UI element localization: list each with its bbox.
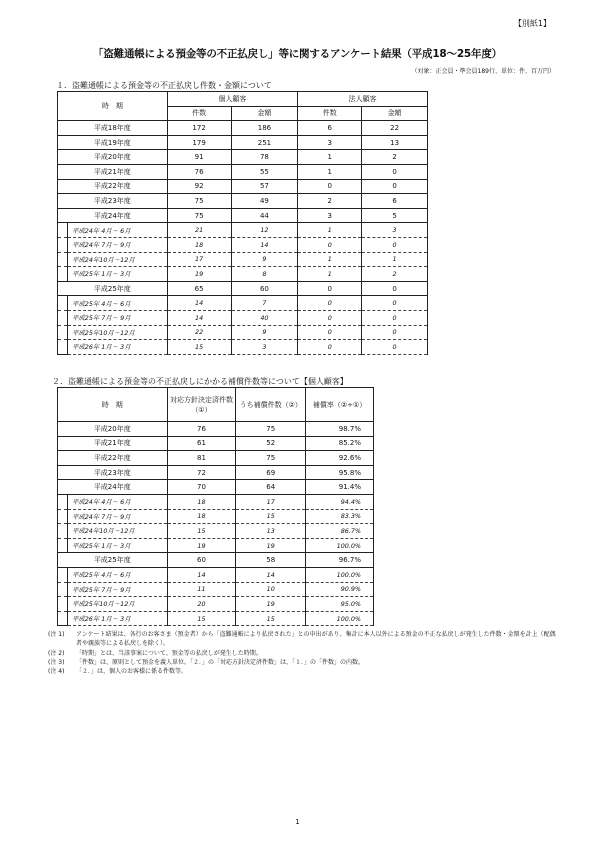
value-cell: 2: [362, 267, 428, 282]
period-cell: 平成25年度: [58, 281, 168, 296]
table-row: [58, 194, 428, 209]
table-row: [58, 451, 374, 466]
indent-cell: [58, 223, 68, 238]
value-cell: 0: [298, 325, 362, 340]
footnote: [48, 667, 558, 676]
value-cell: 22: [167, 325, 231, 340]
fraud-cases-table: [57, 91, 428, 355]
corporate-header: 法人顧客: [298, 92, 428, 107]
table-row: [58, 553, 374, 568]
footnote-key: (注 3): [48, 658, 65, 666]
value-cell: 72: [167, 465, 236, 480]
value-cell: 13: [236, 524, 306, 539]
table-row: [58, 150, 428, 165]
value-cell: 91.4%: [306, 480, 374, 495]
footnote-text: 「件数」は、原則として預金を義人単位。「２．」の「対応方針決定済件数」は、「１．」の「件数」の内数。: [76, 658, 365, 666]
quarter-row: [58, 252, 428, 267]
indent-cell: [58, 538, 68, 553]
compensation-body: [58, 422, 374, 626]
period-cell: 平成23年度: [58, 465, 168, 480]
value-cell: 17: [167, 252, 231, 267]
decided-header: 対応方針決定済件数（①）: [167, 388, 236, 422]
value-cell: 0: [362, 325, 428, 340]
value-cell: 52: [236, 436, 306, 451]
table-row: [58, 121, 428, 136]
value-cell: 17: [236, 494, 306, 509]
footnote-key: (注 1): [48, 631, 65, 638]
footnote: [48, 658, 558, 667]
value-cell: 3: [362, 223, 428, 238]
table-row: [58, 422, 374, 437]
value-cell: 49: [231, 194, 298, 209]
page-number: 1: [295, 818, 300, 826]
value-cell: 15: [236, 611, 306, 626]
indent-cell: [58, 494, 68, 509]
value-cell: 21: [167, 223, 231, 238]
value-cell: 19: [167, 267, 231, 282]
indent-cell: [58, 237, 68, 252]
value-cell: 1: [298, 223, 362, 238]
value-cell: 90.9%: [306, 582, 374, 597]
footnote-key: (注 2): [48, 649, 65, 657]
fraud-cases-body: [58, 121, 428, 355]
quarter-label: 平成26年 1月〜 3月: [67, 611, 167, 626]
period-header: 時 期: [58, 92, 168, 121]
value-cell: 65: [167, 281, 231, 296]
value-cell: 1: [298, 252, 362, 267]
footnote: [48, 649, 558, 658]
period-cell: 平成21年度: [58, 436, 168, 451]
period-cell: 平成25年度: [58, 553, 168, 568]
value-cell: 13: [362, 135, 428, 150]
table-row: [58, 480, 374, 495]
quarter-label: 平成24年 7月〜 9月: [67, 237, 167, 252]
value-cell: 3: [231, 340, 298, 355]
period-cell: 平成20年度: [58, 422, 168, 437]
value-cell: 0: [362, 296, 428, 311]
value-cell: 0: [298, 281, 362, 296]
footnote-text: 「時期」とは、当該事案について、預金等の払戻しが発生した時期。: [76, 649, 262, 657]
value-cell: 186: [231, 121, 298, 136]
value-cell: 78: [231, 150, 298, 165]
value-cell: 61: [167, 436, 236, 451]
value-cell: 18: [167, 494, 236, 509]
quarter-label: 平成25年 4月〜 6月: [67, 567, 167, 582]
page-title: 「盗難通帳による預金等の不正払戻し」等に関するアンケート結果（平成18〜25年度）: [93, 48, 502, 60]
quarter-row: [58, 237, 428, 252]
value-cell: 92: [167, 179, 231, 194]
value-cell: 9: [231, 325, 298, 340]
scope-note: （対象：正会員・準会員189行、単位：件、百万円）: [411, 68, 555, 75]
value-cell: 75: [236, 422, 306, 437]
value-cell: 70: [167, 480, 236, 495]
value-cell: 64: [236, 480, 306, 495]
value-cell: 6: [298, 121, 362, 136]
value-cell: 0: [298, 310, 362, 325]
quarter-label: 平成24年 7月〜 9月: [67, 509, 167, 524]
value-cell: 0: [362, 179, 428, 194]
value-cell: 20: [167, 597, 236, 612]
table-row: [58, 135, 428, 150]
value-cell: 0: [362, 281, 428, 296]
quarter-row: [58, 340, 428, 355]
quarter-label: 平成24年 4月〜 6月: [67, 494, 167, 509]
period-cell: 平成22年度: [58, 179, 168, 194]
rate-header: 補償率（②÷①）: [306, 388, 374, 422]
value-cell: 9: [231, 252, 298, 267]
compensated-header: うち補償件数（②）: [236, 388, 306, 422]
value-cell: 19: [167, 538, 236, 553]
quarter-label: 平成25年 7月〜 9月: [67, 582, 167, 597]
value-cell: 60: [167, 553, 236, 568]
quarter-label: 平成25年 1月〜 3月: [67, 267, 167, 282]
value-cell: 100.0%: [306, 538, 374, 553]
section2-heading: ２．盗難通帳による預金等の不正払戻しにかかる補償件数等について【個人顧客】: [52, 377, 348, 386]
value-cell: 14: [167, 296, 231, 311]
value-cell: 76: [167, 164, 231, 179]
footnotes: [48, 630, 558, 676]
value-cell: 81: [167, 451, 236, 466]
value-cell: 100.0%: [306, 567, 374, 582]
individual-header: 個人顧客: [167, 92, 298, 107]
value-cell: 91: [167, 150, 231, 165]
value-cell: 69: [236, 465, 306, 480]
value-cell: 57: [231, 179, 298, 194]
value-cell: 0: [298, 296, 362, 311]
value-cell: 251: [231, 135, 298, 150]
indent-cell: [58, 296, 68, 311]
corporate-count-header: 件数: [298, 106, 362, 121]
individual-amount-header: 金額: [231, 106, 298, 121]
value-cell: 92.6%: [306, 451, 374, 466]
value-cell: 100.0%: [306, 611, 374, 626]
quarter-label: 平成25年10月〜12月: [67, 325, 167, 340]
value-cell: 2: [362, 150, 428, 165]
footnote-text: 「２．」は、個人のお客様に係る件数等。: [76, 668, 188, 676]
value-cell: 2: [298, 194, 362, 209]
footnote-text: アンケート結果は、各行のお客さま（預金者）から「盗難通帳により払戻された」との申出があり、集計に本人以外による預金の不正な払戻しが発生した件数・金額を計上（配偶者や親族等による払戻しを除く）。: [76, 631, 556, 648]
value-cell: 0: [362, 340, 428, 355]
indent-cell: [58, 597, 68, 612]
value-cell: 14: [167, 567, 236, 582]
value-cell: 11: [167, 582, 236, 597]
quarter-row: [58, 267, 428, 282]
quarter-row: [58, 310, 428, 325]
value-cell: 40: [231, 310, 298, 325]
quarter-label: 平成26年 1月〜 3月: [67, 340, 167, 355]
indent-cell: [58, 267, 68, 282]
section1-heading: １．盗難通帳による預金等の不正払戻し件数・金額について: [56, 81, 272, 90]
quarter-label: 平成24年10月〜12月: [67, 524, 167, 539]
value-cell: 15: [167, 340, 231, 355]
quarter-row: [58, 325, 428, 340]
table-row: [58, 164, 428, 179]
period-cell: 平成24年度: [58, 480, 168, 495]
quarter-row: [58, 494, 374, 509]
value-cell: 5: [362, 208, 428, 223]
value-cell: 1: [298, 267, 362, 282]
value-cell: 3: [298, 208, 362, 223]
value-cell: 75: [236, 451, 306, 466]
value-cell: 1: [298, 150, 362, 165]
value-cell: 15: [167, 611, 236, 626]
indent-cell: [58, 340, 68, 355]
footnote: [48, 630, 558, 649]
value-cell: 15: [167, 524, 236, 539]
quarter-row: [58, 538, 374, 553]
value-cell: 83.3%: [306, 509, 374, 524]
footnote-key: (注 4): [48, 668, 65, 676]
value-cell: 76: [167, 422, 236, 437]
value-cell: 1: [298, 164, 362, 179]
period-cell: 平成24年度: [58, 208, 168, 223]
value-cell: 18: [167, 237, 231, 252]
value-cell: 58: [236, 553, 306, 568]
value-cell: 14: [231, 237, 298, 252]
value-cell: 0: [362, 237, 428, 252]
value-cell: 19: [236, 538, 306, 553]
value-cell: 96.7%: [306, 553, 374, 568]
table-row: [58, 281, 428, 296]
value-cell: 1: [362, 252, 428, 267]
indent-cell: [58, 509, 68, 524]
quarter-row: [58, 524, 374, 539]
period-header: 時 期: [58, 388, 168, 422]
quarter-row: [58, 582, 374, 597]
table-row: [58, 465, 374, 480]
quarter-label: 平成25年 1月〜 3月: [67, 538, 167, 553]
value-cell: 172: [167, 121, 231, 136]
value-cell: 0: [298, 179, 362, 194]
value-cell: 98.7%: [306, 422, 374, 437]
value-cell: 7: [231, 296, 298, 311]
appendix-tag: 【別紙1】: [513, 19, 551, 28]
indent-cell: [58, 567, 68, 582]
quarter-label: 平成24年 4月〜 6月: [67, 223, 167, 238]
value-cell: 94.4%: [306, 494, 374, 509]
indent-cell: [58, 524, 68, 539]
corporate-amount-header: 金額: [362, 106, 428, 121]
value-cell: 179: [167, 135, 231, 150]
value-cell: 18: [167, 509, 236, 524]
period-cell: 平成21年度: [58, 164, 168, 179]
quarter-row: [58, 597, 374, 612]
value-cell: 0: [362, 310, 428, 325]
value-cell: 3: [298, 135, 362, 150]
value-cell: 85.2%: [306, 436, 374, 451]
value-cell: 75: [167, 208, 231, 223]
indent-cell: [58, 310, 68, 325]
value-cell: 14: [167, 310, 231, 325]
quarter-row: [58, 296, 428, 311]
value-cell: 0: [298, 340, 362, 355]
value-cell: 95.8%: [306, 465, 374, 480]
indent-cell: [58, 582, 68, 597]
quarter-label: 平成24年10月〜12月: [67, 252, 167, 267]
period-cell: 平成20年度: [58, 150, 168, 165]
value-cell: 14: [236, 567, 306, 582]
period-cell: 平成22年度: [58, 451, 168, 466]
value-cell: 8: [231, 267, 298, 282]
value-cell: 6: [362, 194, 428, 209]
value-cell: 12: [231, 223, 298, 238]
value-cell: 95.0%: [306, 597, 374, 612]
value-cell: 0: [298, 237, 362, 252]
value-cell: 60: [231, 281, 298, 296]
indent-cell: [58, 325, 68, 340]
quarter-label: 平成25年 7月〜 9月: [67, 310, 167, 325]
period-cell: 平成23年度: [58, 194, 168, 209]
value-cell: 75: [167, 194, 231, 209]
quarter-label: 平成25年10月〜12月: [67, 597, 167, 612]
period-cell: 平成18年度: [58, 121, 168, 136]
indent-cell: [58, 611, 68, 626]
value-cell: 55: [231, 164, 298, 179]
table-row: [58, 179, 428, 194]
value-cell: 86.7%: [306, 524, 374, 539]
table-row: [58, 208, 428, 223]
quarter-row: [58, 509, 374, 524]
table-row: [58, 436, 374, 451]
quarter-label: 平成25年 4月〜 6月: [67, 296, 167, 311]
quarter-row: [58, 611, 374, 626]
value-cell: 10: [236, 582, 306, 597]
value-cell: 22: [362, 121, 428, 136]
individual-count-header: 件数: [167, 106, 231, 121]
compensation-table: [57, 387, 374, 626]
value-cell: 0: [362, 164, 428, 179]
value-cell: 44: [231, 208, 298, 223]
quarter-row: [58, 567, 374, 582]
value-cell: 15: [236, 509, 306, 524]
period-cell: 平成19年度: [58, 135, 168, 150]
indent-cell: [58, 252, 68, 267]
quarter-row: [58, 223, 428, 238]
value-cell: 19: [236, 597, 306, 612]
